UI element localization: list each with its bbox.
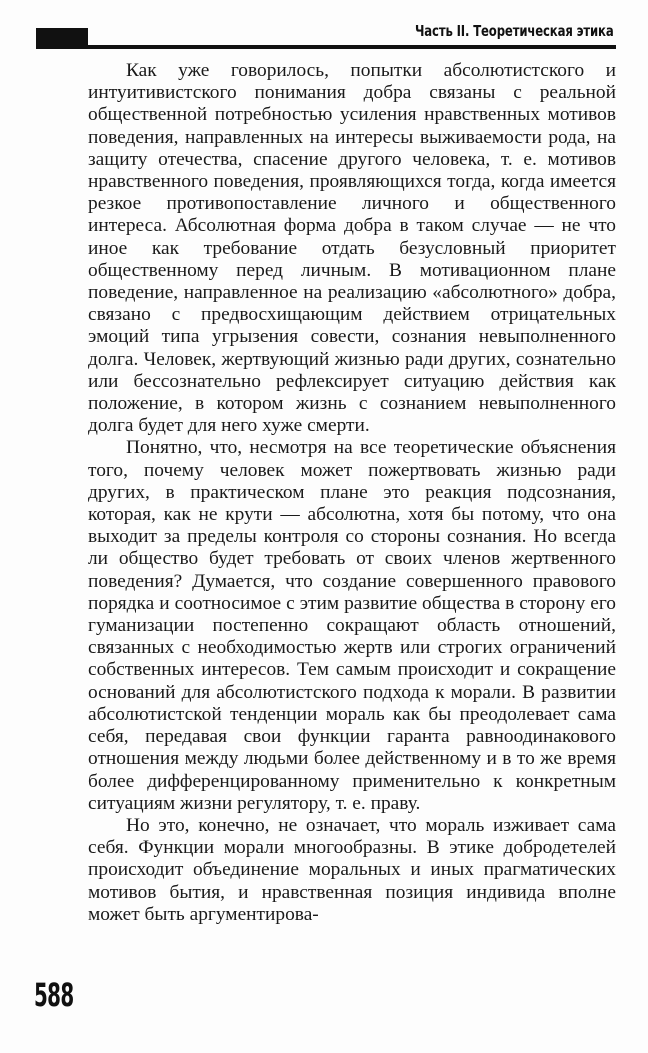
header-black-bar bbox=[36, 28, 88, 45]
paragraph-2: Понятно, что, несмотря на все теоретические объяснения того, почему человек может пожертвовать жизнью ради других, в практическом плане это реакция подсознания, которая, как не крути — абсолютна, хотя бы потому, что она выходит за пределы контроля со стороны сознания. Но всегда ли общество будет требовать от своих членов жертвенного поведения? Думается, что создание совершенного правового порядка и соотносимое с этим развитие общества в сторону его гуманизации постепенно сокращают область отношений, связанных с необходимостью жертв или строгих ограничений собственных интересов. Тем самым происходит и сокращение оснований для абсолютистского подхода к морали. В развитии абсолютистской тенденции мораль как бы преодолевает сама себя, передавая свои функции гаранта равноодинакового отношения между людьми более действенному и в то же время более дифференцированному применительно к конкретным ситуациям жизни регулятору, т. е. праву. bbox=[88, 437, 616, 814]
paragraph-3: Но это, конечно, не означает, что мораль изживает сама себя. Функции морали многообразны. В этике добродетелей происходит объединение моральных и иных прагматических мотивов бытия, и нравственная позиция индивида вполне может быть аргументирова- bbox=[88, 814, 616, 925]
page-number: 588 bbox=[34, 976, 74, 1014]
paragraph-1: Как уже говорилось, попытки абсолютистского и интуитивистского понимания добра связаны с реальной общественной потребностью усиления нравственных мотивов поведения, направленных на интересы выживаемости рода, на защиту отечества, спасение другого человека, т. е. мотивов нравственного поведения, проявляющихся тогда, когда имеется резкое противопоставление личного и общественного интереса. Абсолютная форма добра в таком случае — не что иное как требование отдать безусловный приоритет общественному перед личным. В мотивационном плане поведение, направленное на реализацию «абсолютного» добра, связано с предвосхищающим действием отрицательных эмоций типа угрызения совести, сознания невыполненного долга. Человек, жертвующий жизнью ради других, сознательно или бессознательно рефлексирует ситуацию действия как положение, в котором жизнь с сознанием невыполненного долга будет для него хуже смерти. bbox=[88, 60, 616, 437]
header-rule bbox=[36, 45, 616, 49]
running-head: Часть II. Теоретическая этика bbox=[415, 22, 614, 40]
body-text bbox=[88, 60, 616, 926]
